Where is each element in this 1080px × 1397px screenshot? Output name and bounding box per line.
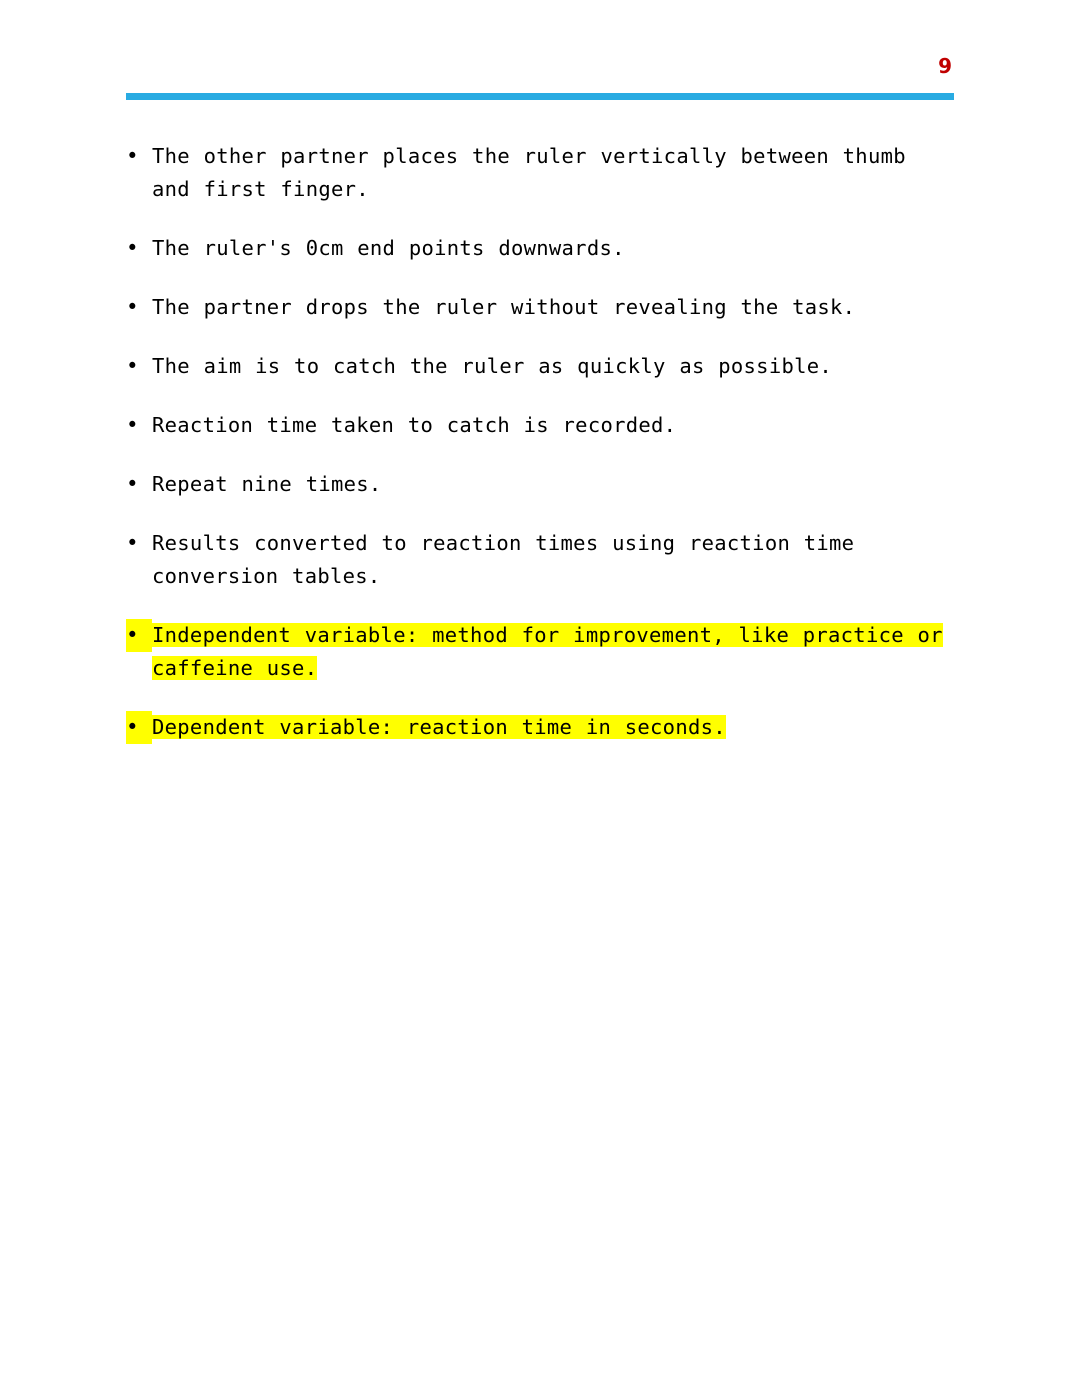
list-item (126, 409, 954, 442)
bullet-icon: • (126, 354, 139, 378)
bullet-icon: • (126, 531, 139, 555)
list-item (126, 527, 954, 593)
bullet-icon: • (126, 236, 139, 260)
list-item (126, 291, 954, 324)
highlighted-text: Dependent variable: reaction time in seconds. (152, 715, 726, 739)
bullet-list (126, 140, 954, 744)
page-number: 9 (938, 54, 952, 78)
bullet-icon (126, 711, 152, 744)
list-item (126, 140, 954, 206)
list-item-text (152, 619, 954, 685)
list-item-text: Repeat nine times. (152, 472, 382, 496)
list-item-text (152, 711, 954, 744)
list-item-text: Results converted to reaction times using reaction time conversion tables. (152, 531, 855, 588)
bullet-icon: • (126, 472, 139, 496)
header-divider (126, 93, 954, 100)
page-header (126, 56, 954, 100)
list-item (126, 468, 954, 501)
bullet-glyph: • (126, 619, 152, 652)
list-item-text: The other partner places the ruler vertically between thumb and first finger. (152, 144, 906, 201)
list-item-text: The partner drops the ruler without revealing the task. (152, 295, 856, 319)
list-item-text: Reaction time taken to catch is recorded. (152, 413, 677, 437)
bullet-icon: • (126, 295, 139, 319)
highlighted-text: Independent variable: method for improvement, like practice or caffeine use. (152, 623, 943, 680)
bullet-glyph: • (126, 711, 152, 744)
list-item-text: The ruler's 0cm end points downwards. (152, 236, 625, 260)
list-item-highlighted (126, 619, 954, 685)
bullet-icon: • (126, 144, 139, 168)
list-item (126, 232, 954, 265)
list-item (126, 350, 954, 383)
bullet-icon: • (126, 413, 139, 437)
list-item-text: The aim is to catch the ruler as quickly as possible. (152, 354, 833, 378)
list-item-highlighted (126, 711, 954, 744)
bullet-icon (126, 619, 152, 652)
